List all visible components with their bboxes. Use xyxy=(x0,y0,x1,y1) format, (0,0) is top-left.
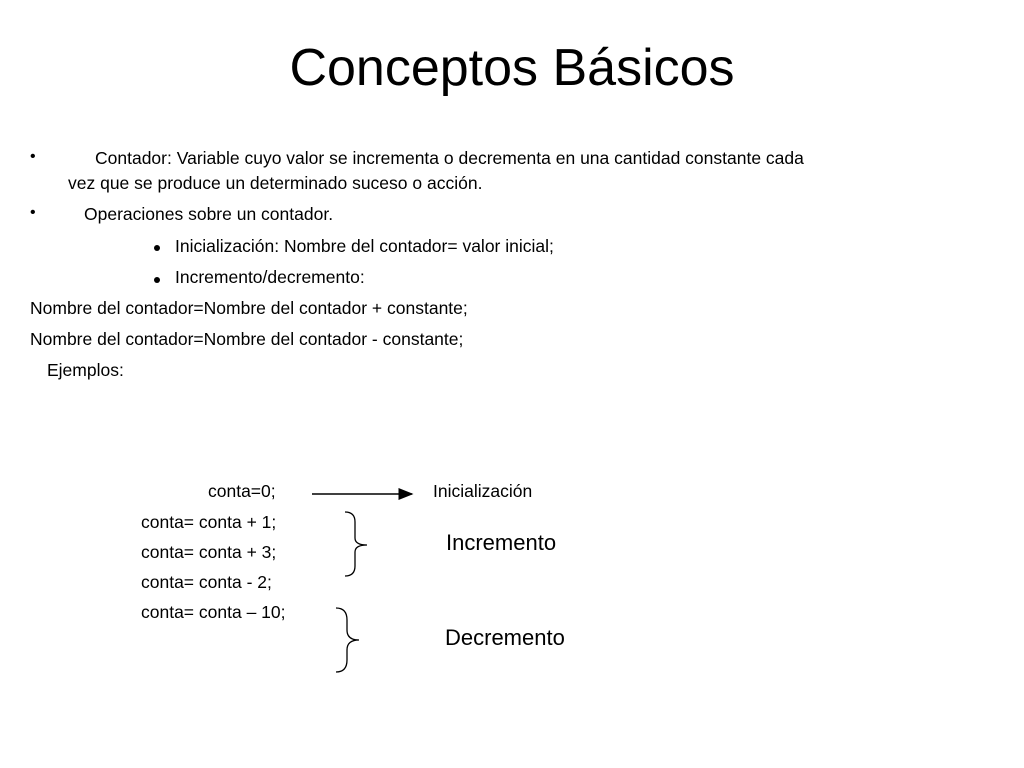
code-line: conta= conta + 3; xyxy=(141,542,277,562)
examples-heading: Ejemplos: xyxy=(47,360,124,380)
code-line: conta= conta – 10; xyxy=(141,602,286,622)
formula-increment: Nombre del contador=Nombre del contador + constante; xyxy=(30,298,468,318)
code-line: conta= conta - 2; xyxy=(141,572,272,592)
code-init: conta=0; xyxy=(208,481,276,501)
bullet-text-operaciones: Operaciones sobre un contador. xyxy=(84,204,334,224)
label-inicializacion: Inicialización xyxy=(433,481,533,501)
code-line: conta= conta + 1; xyxy=(141,512,277,532)
label-decremento: Decremento xyxy=(445,625,565,650)
right-brace-icon xyxy=(336,608,359,672)
page-title: Conceptos Básicos xyxy=(289,39,735,97)
bullet-text-contador-cont: vez que se produce un determinado suceso o acción. xyxy=(68,173,483,193)
formula-decrement: Nombre del contador=Nombre del contador - constante; xyxy=(30,329,464,349)
right-brace-icon xyxy=(345,512,367,576)
label-incremento: Incremento xyxy=(446,530,557,555)
sub-bullet-incremento: Incremento/decremento: xyxy=(175,267,365,287)
sub-bullet-inicializacion: Inicialización: Nombre del contador= valor inicial; xyxy=(175,236,554,256)
bullet-marker: • xyxy=(30,204,36,221)
bullet-text-contador: Contador: Variable cuyo valor se incrementa o decrementa en una cantidad constante cada xyxy=(95,148,804,168)
bullet-marker: • xyxy=(30,148,36,165)
